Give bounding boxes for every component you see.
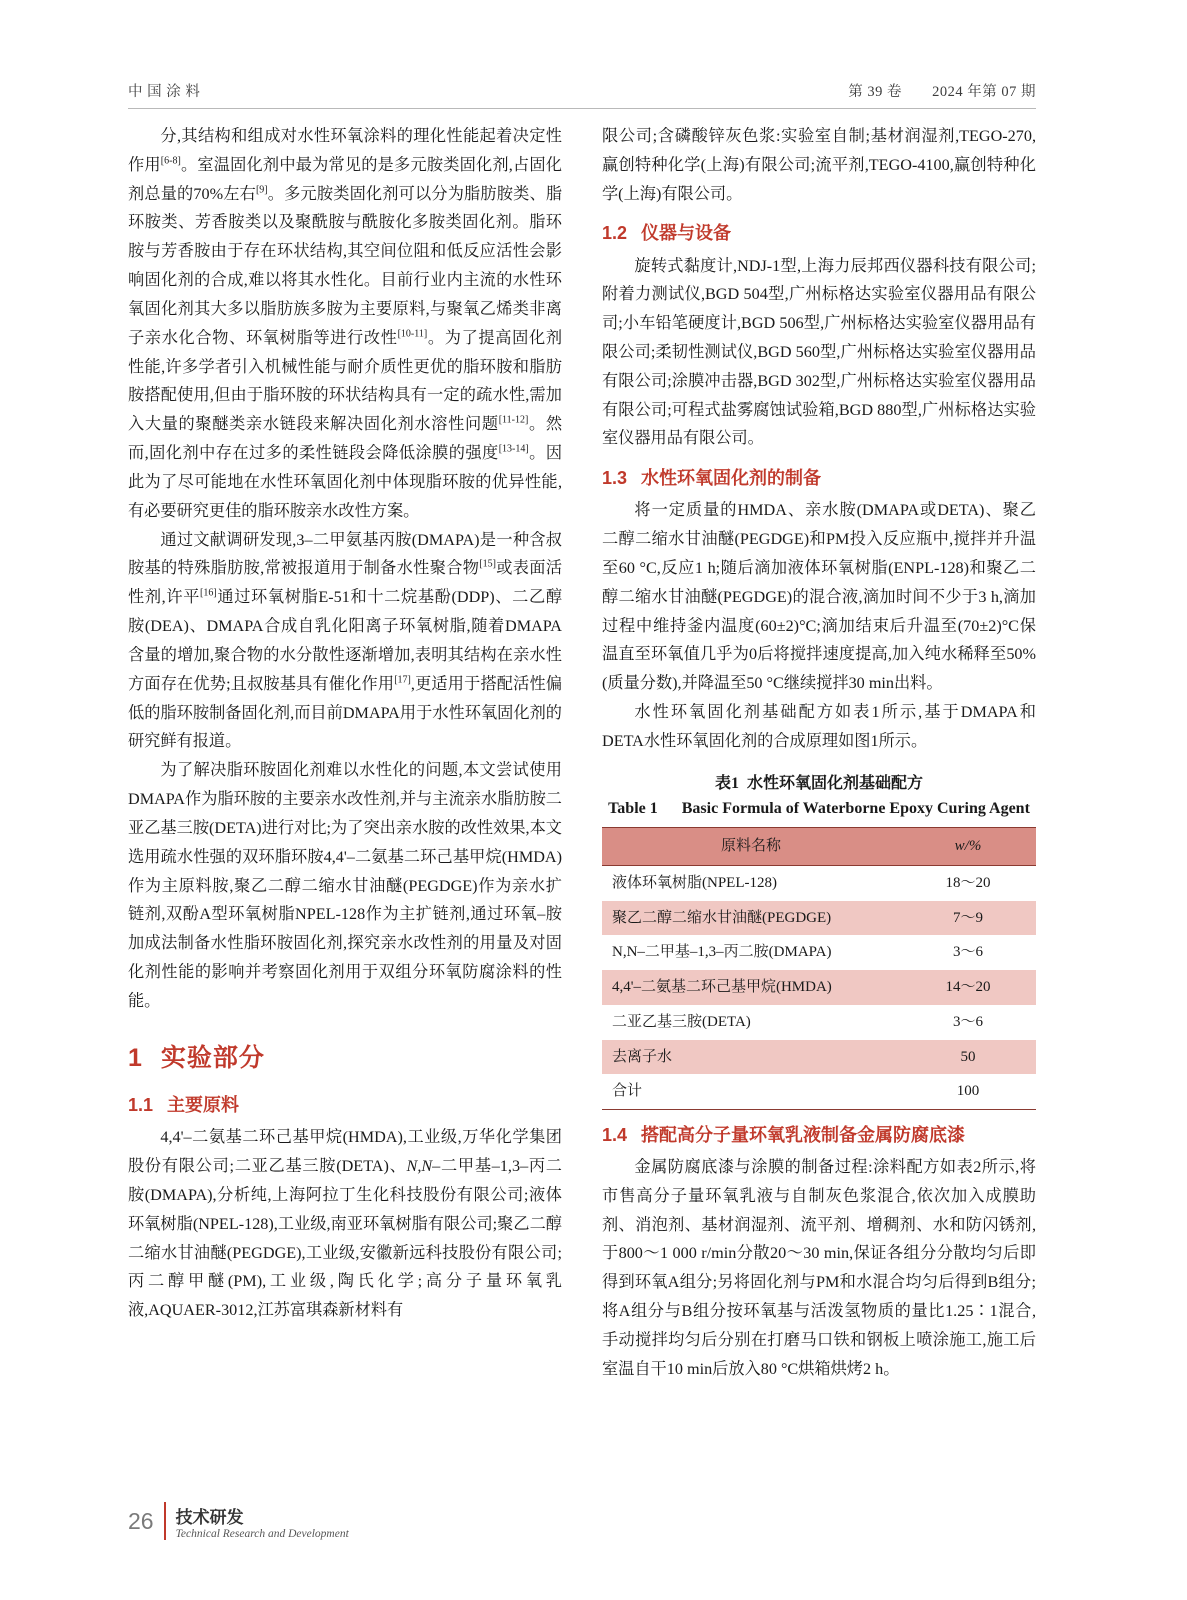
table-1-caption-cn <box>602 772 1036 797</box>
heading-section-1-3 <box>602 462 1036 494</box>
footer-label-cn: 技术研发 <box>175 1507 244 1527</box>
paragraph-materials-continued: 限公司;含磷酸锌灰色浆:实验室自制;基材润湿剂,TEGO-270,赢创特种化学(上海)有限公司;流平剂,TEGO-4100,赢创特种化学(上海)有限公司。 <box>602 127 1036 203</box>
paragraph-materials: 4,4'–二氨基二环己基甲烷(HMDA),工业级,万华化学集团股份有限公司;二亚乙基三胺(DETA)、N,N–二甲基–1,3–丙二胺(DMAPA),分析纯,上海阿拉丁生化科技股份有限公司;液体环氧树脂(NPEL-128),工业级,南亚环氧树脂有限公司;聚乙二醇二缩水甘油醚(PEGDGE),工业级,安徽新远科技股份有限公司;丙二醇甲醚(PM),工业级,陶氏化学;高分子量环氧乳液,AQUAER-3012,江苏富琪森新材料有 <box>128 1128 562 1320</box>
heading-section-1-2 <box>602 217 1036 249</box>
heading-section-1-1-number: 1.1 <box>128 1095 154 1116</box>
cell-material-name: 去离子水 <box>602 1040 900 1075</box>
paragraph-instruments: 旋转式黏度计,NDJ-1型,上海力辰邦西仪器科技有限公司;附着力测试仪,BGD 504型,广州标格达实验室仪器用品有限公司;小车铅笔硬度计,BGD 506型,广州标格达实验室仪器用品有限公司;柔韧性测试仪,BGD 560型,广州标格达实验室仪器用品有限公司;涂膜冲击器,BGD 302型,广州标格达实验室仪器用品有限公司;可程式盐雾腐蚀试验箱,BGD 880型,广州标格达实验室仪器用品有限公司。 <box>602 256 1036 448</box>
cell-material-name: 液体环氧树脂(NPEL-128) <box>602 866 900 901</box>
heading-section-1-3-number: 1.3 <box>602 468 628 489</box>
cell-material-value: 14～20 <box>900 970 1036 1005</box>
footer-label-en: Technical Research and Development <box>175 1527 349 1540</box>
footer-section-label <box>176 1503 349 1540</box>
table-1-title-cn: 水性环氧固化剂基础配方 <box>747 774 924 792</box>
table-1-caption <box>602 772 1036 822</box>
table-row <box>602 935 1036 970</box>
heading-section-1-4-number: 1.4 <box>602 1124 628 1145</box>
paragraph-preparation: 将一定质量的HMDA、亲水胺(DMAPA或DETA)、聚乙二醇二缩水甘油醚(PEGDGE)和PM投入反应瓶中,搅拌并升温至60 °C,反应1 h;随后滴加液体环氧树脂(ENPL-128)和聚乙二醇二缩水甘油醚(PEGDGE)的混合液,滴加时间不少于3 h,滴加过程中维持釜内温度(60±2)°C;滴加结束后升温至(70±2)°C保温直至环氧值几乎为0后将搅拌速度提高,加入纯水稀释至50%(质量分数),并降温至50 °C继续搅拌30 min出料。 <box>602 501 1036 693</box>
cell-material-name: 4,4'–二氨基二环己基甲烷(HMDA) <box>602 970 900 1005</box>
cell-material-value: 18～20 <box>900 866 1036 901</box>
cell-material-name: 二亚乙基三胺(DETA) <box>602 1005 900 1040</box>
heading-section-1-title: 实验部分 <box>160 1043 265 1072</box>
cell-material-value: 50 <box>900 1040 1036 1075</box>
table-1-caption-en <box>602 797 1036 822</box>
page-number: 26 <box>128 1507 154 1534</box>
cell-material-value: 100 <box>900 1074 1036 1109</box>
heading-section-1-2-number: 1.2 <box>602 223 628 244</box>
page-footer <box>128 1502 349 1540</box>
cell-material-name: N,N–二甲基–1,3–丙二胺(DMAPA) <box>602 935 900 970</box>
paragraph-objective: 为了解决脂环胺固化剂难以水性化的问题,本文尝试使用DMAPA作为脂环胺的主要亲水改性剂,并与主流亲水脂肪胺二亚乙基三胺(DETA)进行对比;为了突出亲水胺的改性效果,本文选用疏水性强的双环脂环胺4,4'–二氨基二环己基甲烷(HMDA)作为主原料胺,聚乙二醇二缩水甘油醚(PEGDGE)作为亲水扩链剂,双酚A型环氧树脂NPEL-128作为主扩链剂,通过环氧–胺加成法制备水性脂环胺固化剂,探究亲水改性剂的用量及对固化剂性能的影响并考察固化剂用于双组分环氧防腐涂料的性能。 <box>128 761 562 1010</box>
heading-section-1-4-title: 搭配高分子量环氧乳液制备金属防腐底漆 <box>641 1124 966 1145</box>
table-1-label-en: Table 1 <box>608 799 658 817</box>
cell-material-value: 3～6 <box>900 1005 1036 1040</box>
journal-name: 中 国 涂 料 <box>128 84 201 100</box>
issue-label: 2024 年第 07 期 <box>932 84 1036 100</box>
heading-section-1-1 <box>128 1089 562 1121</box>
table-row <box>602 901 1036 936</box>
table-1-label-cn: 表1 <box>714 774 739 792</box>
left-column <box>128 122 562 1325</box>
cell-material-value: 7～9 <box>900 901 1036 936</box>
heading-section-1 <box>128 1036 562 1081</box>
cell-material-name: 聚乙二醇二缩水甘油醚(PEGDGE) <box>602 901 900 936</box>
volume-label: 第 39 卷 <box>848 84 902 100</box>
heading-section-1-3-title: 水性环氧固化剂的制备 <box>641 468 822 489</box>
paragraph-primer-preparation: 金属防腐底漆与涂膜的制备过程:涂料配方如表2所示,将市售高分子量环氧乳液与自制灰色浆混合,依次加入成膜助剂、消泡剂、基材润湿剂、流平剂、增稠剂、水和防闪锈剂,于800～1 000 r/min分散20～30 min,保证各组分分散均匀后即得到环氧A组分;另将固化剂与PM和水混合均匀后得到B组分;将A组分与B组分按环氧基与活泼氢物质的量比1.25∶1混合,手动搅拌均匀后分别在打磨马口铁和钢板上喷涂施工,施工后室温自干10 min后放入80 °C烘箱烘烤2 h。 <box>602 1157 1036 1378</box>
table-row <box>602 1074 1036 1109</box>
table-header-row <box>602 828 1036 866</box>
column-header-material: 原料名称 <box>602 828 900 866</box>
table-row <box>602 866 1036 901</box>
table-row <box>602 970 1036 1005</box>
right-column <box>602 122 1036 1384</box>
cell-material-value: 3～6 <box>900 935 1036 970</box>
table-basic-formula <box>602 827 1036 1110</box>
paragraph-continuation: 分,其结构和组成对水性环氧涂料的理化性能起着决定性作用[6-8]。室温固化剂中最为常见的是多元胺类固化剂,占固化剂总量的70%左右[9]。多元胺类固化剂可以分为脂肪胺类、脂环胺类、芳香胺类以及聚酰胺与酰胺化多胺类固化剂。脂环胺与芳香胺由于存在环状结构,其空间位阻和低反应活性会影响固化剂的合成,难以将其水性化。目前行业内主流的水性环氧固化剂其大多以脂肪族多胺为主要原料,与聚氧乙烯类非离子亲水化合物、环氧树脂等进行改性[10-11]。为了提高固化剂性能,许多学者引入机械性能与耐介质性更优的脂环胺和脂肪胺搭配使用,但由于脂环胺的环状结构具有一定的疏水性,需加入大量的聚醚类亲水链段来解决固化剂水溶性问题[11-12]。然而,固化剂中存在过多的柔性链段会降低涂膜的强度[13-14]。因此为了尽可能地在水性环氧固化剂中体现脂环胺的优异性能,有必要研究更佳的脂环胺亲水改性方案。 <box>128 127 563 520</box>
table-row <box>602 1005 1036 1040</box>
table-1-title-en: Basic Formula of Waterborne Epoxy Curing Agent <box>681 799 1030 817</box>
paragraph-literature-review: 通过文献调研发现,3–二甲氨基丙胺(DMAPA)是一种含叔胺基的特殊脂肪胺,常被报道用于制备水性聚合物[15]或表面活性剂,许平[16]通过环氧树脂E-51和十二烷基酚(DDP)、二乙醇胺(DEA)、DMAPA合成自乳化阳离子环氧树脂,随着DMAPA含量的增加,聚合物的水分散性逐渐增加,表明其结构在亲水性方面存在优势;且叔胺基具有催化作用[17],更适用于搭配活性偏低的脂环胺制备固化剂,而目前DMAPA用于水性环氧固化剂的研究鲜有报道。 <box>128 530 563 751</box>
heading-section-1-number: 1 <box>128 1043 143 1072</box>
cell-material-name: 合计 <box>602 1074 900 1109</box>
footer-divider <box>164 1502 166 1540</box>
heading-section-1-4 <box>602 1119 1036 1151</box>
heading-section-1-2-title: 仪器与设备 <box>641 223 732 244</box>
table-row <box>602 1040 1036 1075</box>
column-header-mass-fraction: w/% <box>900 828 1036 866</box>
issue-info <box>822 80 1036 101</box>
page-header <box>128 80 1036 109</box>
paragraph-formula-reference: 水性环氧固化剂基础配方如表1所示,基于DMAPA和DETA水性环氧固化剂的合成原理如图1所示。 <box>602 703 1036 750</box>
heading-section-1-1-title: 主要原料 <box>167 1095 240 1116</box>
